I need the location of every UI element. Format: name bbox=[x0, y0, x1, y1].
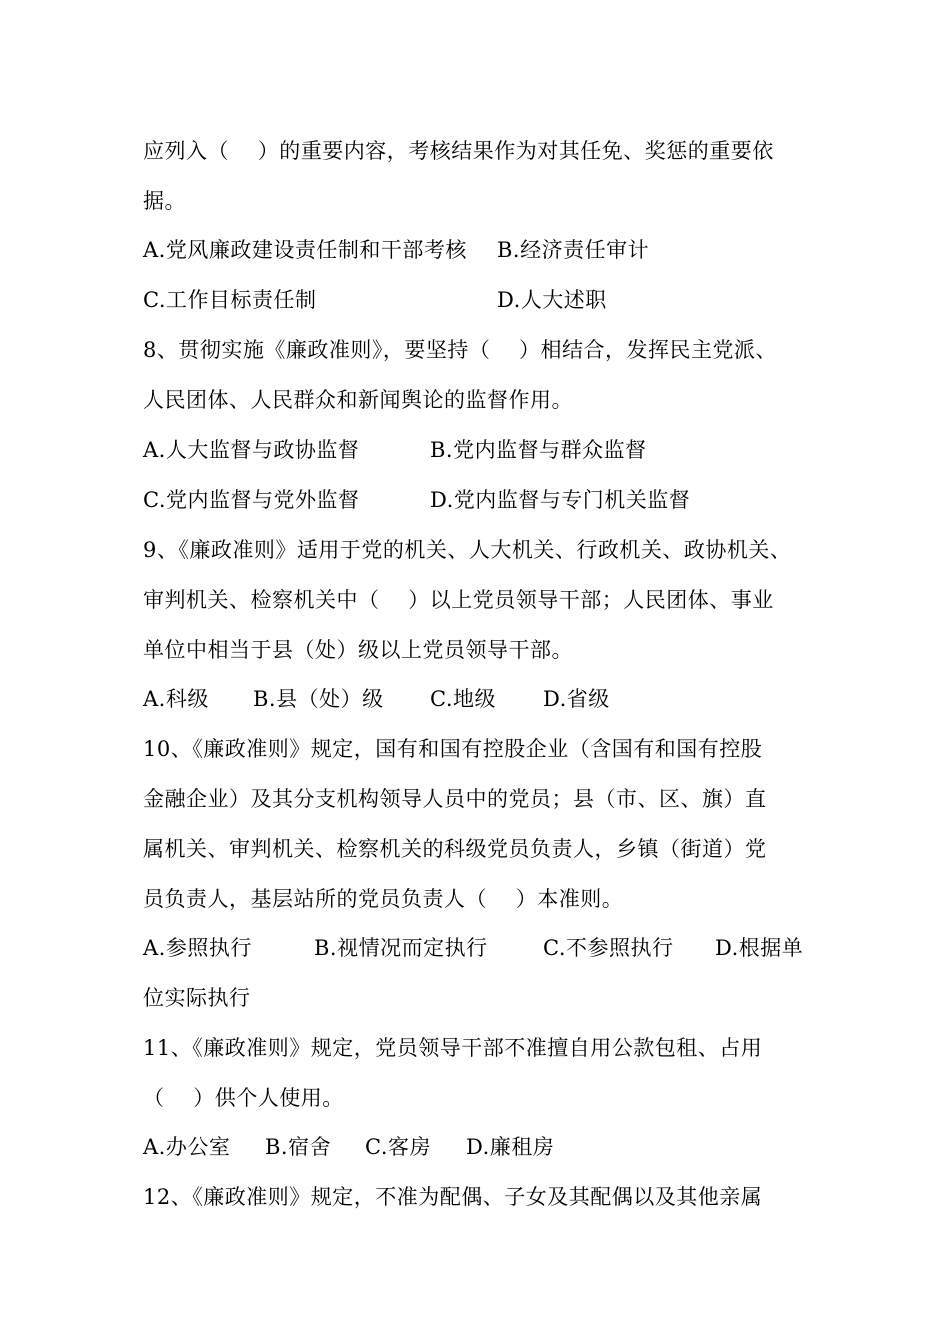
question-12: 12、《廉政准则》规定，不准为配偶、子女及其配偶以及其他亲属 bbox=[143, 1185, 763, 1209]
option-b: B.宿舍 bbox=[265, 1135, 332, 1159]
option-b: B.视情况而定执行 bbox=[314, 936, 488, 960]
text-line: 单位中相当于县（处）级以上党员领导干部。 bbox=[143, 638, 573, 662]
text-line: 员负责人，基层站所的党员负责人（ ）本准则。 bbox=[143, 887, 624, 911]
question-9: 9、《廉政准则》适用于党的机关、人大机关、行政机关、政协机关、 bbox=[143, 538, 792, 562]
text-line: （ ）供个人使用。 bbox=[143, 1086, 344, 1110]
option-b: B.党内监督与群众监督 bbox=[430, 438, 647, 462]
option-d: D.根据单 bbox=[715, 936, 804, 960]
option-c: C.客房 bbox=[365, 1135, 431, 1159]
text-line: 位实际执行 bbox=[143, 986, 251, 1010]
question-8: 8、贯彻实施《廉政准则》，要坚持（ ）相结合，发挥民主党派、 bbox=[143, 338, 778, 362]
text-line: 据。 bbox=[143, 189, 186, 213]
text-line: 审判机关、检察机关中（ ）以上党员领导干部；人民团体、事业 bbox=[143, 588, 774, 612]
option-a: A.人大监督与政协监督 bbox=[143, 438, 360, 462]
text-line: 应列入（ ）的重要内容，考核结果作为对其任免、奖惩的重要依 bbox=[143, 139, 774, 163]
option-a: A.科级 bbox=[143, 687, 209, 711]
option-a: A.办公室 bbox=[143, 1135, 231, 1159]
option-c: C.党内监督与党外监督 bbox=[143, 488, 360, 512]
option-b: B.经济责任审计 bbox=[497, 238, 650, 262]
text-line: 人民团体、人民群众和新闻舆论的监督作用。 bbox=[143, 388, 573, 412]
text-line: 金融企业）及其分支机构领导人员中的党员；县（市、区、旗）直 bbox=[143, 787, 767, 811]
option-c: C.地级 bbox=[430, 687, 496, 711]
option-a: A.党风廉政建设责任制和干部考核 bbox=[143, 238, 467, 262]
option-d: D.人大述职 bbox=[497, 288, 607, 312]
option-d: D.党内监督与专门机关监督 bbox=[430, 488, 691, 512]
question-11: 11、《廉政准则》规定，党员领导干部不准擅自用公款包租、占用 bbox=[143, 1036, 763, 1060]
text-line: 属机关、审判机关、检察机关的科级党员负责人，乡镇（街道）党 bbox=[143, 837, 767, 861]
option-b: B.县（处）级 bbox=[253, 687, 384, 711]
option-d: D.省级 bbox=[543, 687, 610, 711]
option-c: C.不参照执行 bbox=[543, 936, 674, 960]
option-d: D.廉租房 bbox=[466, 1135, 555, 1159]
option-c: C.工作目标责任制 bbox=[143, 288, 317, 312]
question-10: 10、《廉政准则》规定，国有和国有控股企业（含国有和国有控股 bbox=[143, 737, 763, 761]
option-a: A.参照执行 bbox=[143, 936, 252, 960]
